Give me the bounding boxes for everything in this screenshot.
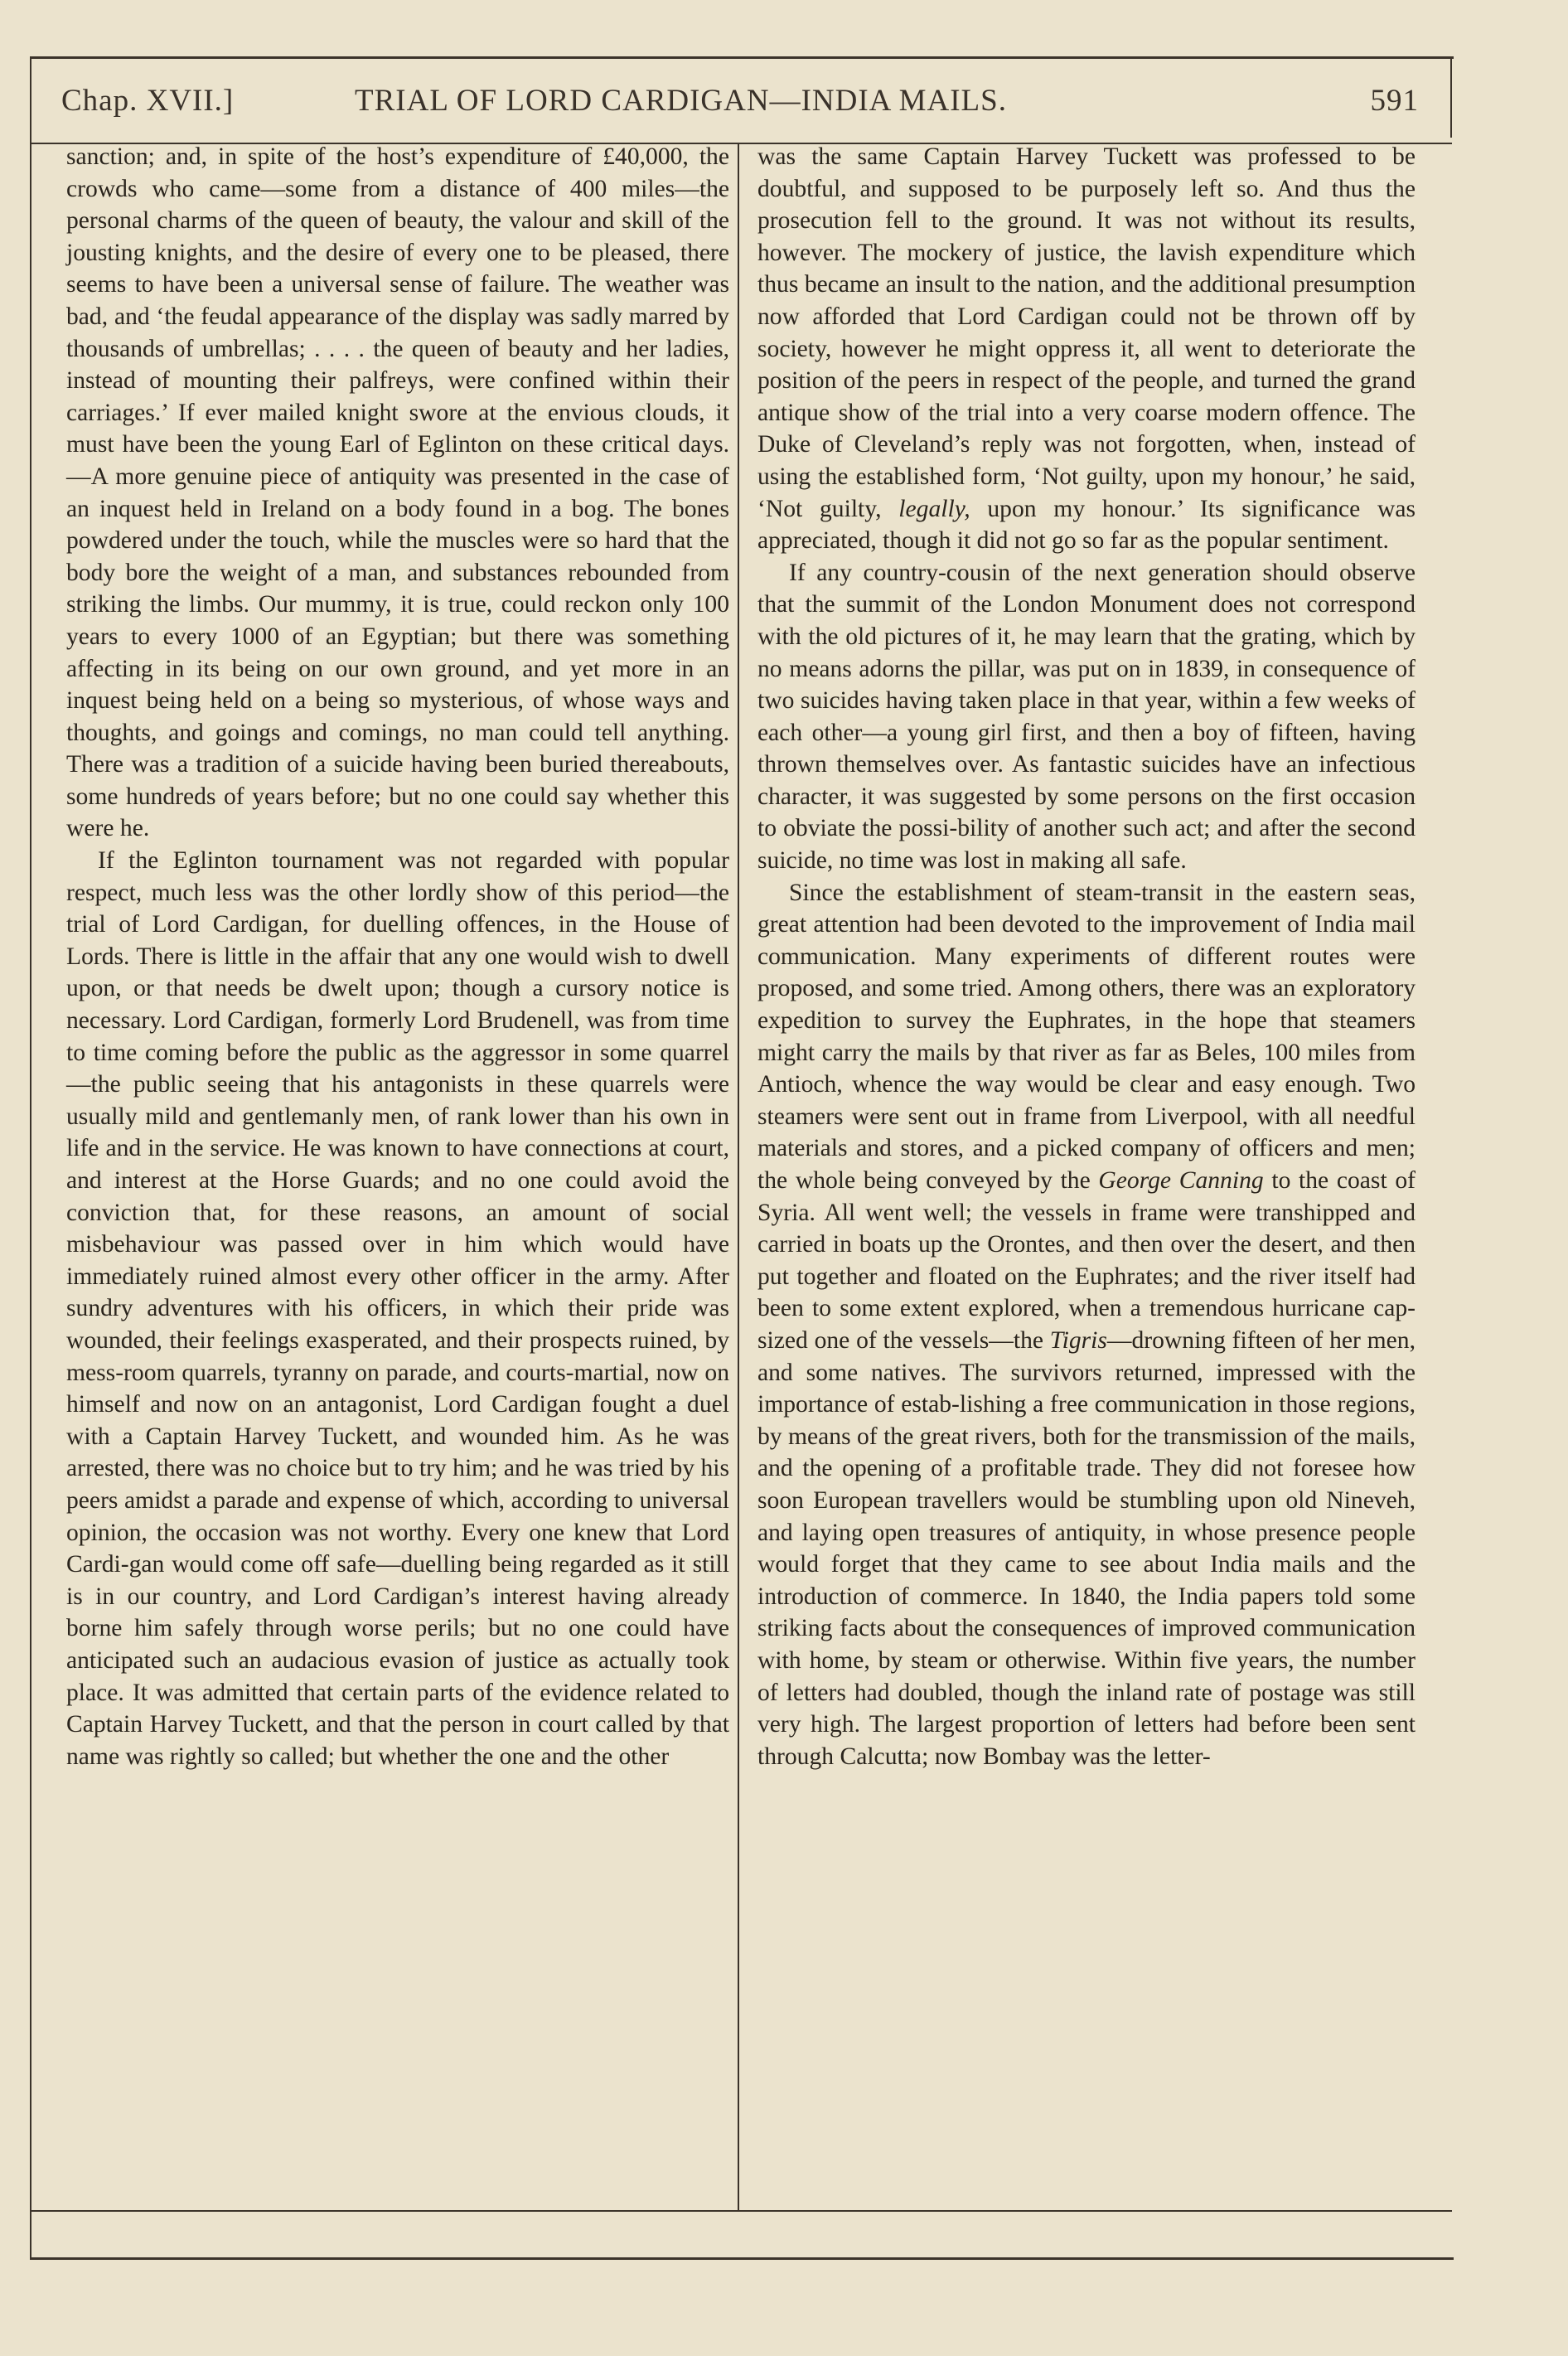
paragraph [757, 877, 1416, 1773]
bottom-rule [30, 2210, 1452, 2212]
text-run: Since the establishment of steam-transit in the eastern seas, great attention had been devoted to the improvement of India mail communication. Many experiments of different routes were proposed, and some tried. Among others, there was an exploratory expedition to survey the Euphrates, in the hope that steamers might carry the mails by that river as far as Beles, 100 miles from Antioch, whence the way would be clear and easy enough. Two steamers were sent out in frame from Liverpool, with all needful materials and stores, and a picked company of officers and men; the whole being conveyed by the [757, 879, 1416, 1194]
chapter-label: Chap. XVII.] [61, 84, 235, 118]
italic-text: Tigris [1049, 1326, 1107, 1354]
paragraph: If the Eglinton tournament was not regarded with popular respect, much less was the other lordly show of this period—the trial of Lord Cardigan, for duelling offences, in the House of Lords. There is little in the affair that any one would wish to dwell upon, or that needs be dwelt upon; though a cursory notice is necessary. Lord Cardigan, formerly Lord Brudenell, was from time to time coming before the public as the aggressor in some quarrel—the public seeing that his antagonists in these quarrels were usually mild and gentlemanly men, of rank lower than his own in life and in the service. He was known to have connections at court, and interest at the Horse Guards; and no one could avoid the conviction that, for these reasons, an amount of social misbehaviour was passed over in him which would have immediately ruined almost every other officer in the army. After sundry adventures with his officers, in which their pride was wounded, their feelings exasperated, and their prospects ruined, by mess-room quarrels, tyranny on parade, and courts-martial, now on himself and now on an antagonist, Lord Cardigan fought a duel with a Captain Harvey Tuckett, and wounded him. As he was arrested, there was no choice but to try him; and he was tried by his peers amidst a parade and expense of which, according to universal opinion, the occasion was not worthy. Every one knew that Lord Cardi-gan would come off safe—duelling being regarded as it still is in our country, and Lord Cardigan’s interest having already borne him safely through worse perils; but no one could have anticipated such an audacious evasion of justice as actually took place. It was admitted that certain parts of the evidence related to Captain Harvey Tuckett, and that the person in court called by that name was rightly so called; but whether the one and the other [66, 847, 729, 1770]
text-run: was the same Captain Harvey Tuckett was professed to be doubtful, and supposed to be purposely left so. And thus the prosecution fell to the ground. It was not without its results, however. The mockery of justice, the lavish expenditure which thus became an insult to the nation, and the additional presumption now afforded that Lord Cardigan could not be thrown off by society, however he might oppress it, all went to deteriorate the position of the peers in respect of the people, and turned the grand antique show of the trial into a very coarse modern offence. The Duke of Cleveland’s reply was not forgotten, when, instead of using the established form, ‘Not guilty, upon my honour,’ he said, ‘Not guilty, [757, 143, 1416, 522]
italic-text: George Canning [1098, 1167, 1264, 1194]
text-run: —drowning fifteen of her men, and some natives. The survivors returned, impressed with the importance of estab-lishing a free communication in those regions, by means of the great rivers, both for the transmission of the mails, and the opening of a profitable trade. They did not foresee how soon European travellers would be stumbling upon old Nineveh, and laying open treasures of antiquity, in whose presence people would forget that they came to see about India mails and the introduction of commerce. In 1840, the India papers told some striking facts about the consequences of improved communication with home, by steam or otherwise. Within five years, the number of letters had doubled, though the inland rate of postage was still very high. The largest proportion of letters had before been sent through Calcutta; now Bombay was the letter- [757, 1326, 1416, 1770]
left-column [66, 141, 729, 1772]
paragraph [757, 141, 1416, 557]
paragraph: sanction; and, in spite of the host’s expenditure of £40,000, the crowds who came—some from a distance of 400 miles—the personal charms of the queen of beauty, the valour and skill of the jousting knights, and the desire of every one to be pleased, there seems to have been a universal sense of failure. The weather was bad, and ‘the feudal appearance of the display was sadly marred by thousands of umbrellas; . . . . the queen of beauty and her ladies, instead of mounting their palfreys, were confined within their carriages.’ If ever mailed knight swore at the envious clouds, it must have been the young Earl of Eglinton on these critical days.—A more genuine piece of antiquity was presented in the case of an inquest held in Ireland on a body found in a bog. The bones powdered under the touch, while the muscles were so hard that the body bore the weight of a man, and substances rebounded from striking the limbs. Our mummy, it is true, could reckon only 100 years to every 1000 of an Egyptian; but there was something affecting in its being on our own ground, and yet more in an inquest being held on a being so mysterious, of whose ways and thoughts, and goings and comings, no man could tell anything. There was a tradition of a suicide having been buried thereabouts, some hundreds of years before; but no one could say whether this were he. [66, 143, 729, 842]
right-column [757, 141, 1416, 1772]
italic-text: legally, [898, 495, 970, 522]
text-run: to the coast of Syria. All went well; the vessels in frame were transhipped and carried in boats up the Orontes, and then over the desert, and then put together and floated on the Euphrates; and the river itself had been to some extent explored, when a tremendous hurricane cap-sized one of the vessels—the [757, 1167, 1416, 1354]
page-number: 591 [1370, 84, 1419, 118]
text-run: upon my honour.’ Its significance was appreciated, though it did not go so far as the popular sentiment. [757, 495, 1416, 555]
running-header [30, 83, 1452, 144]
paragraph: If any country-cousin of the next generation should observe that the summit of the London Monument does not correspond with the old pictures of it, he may learn that the grating, which by no means adorns the pillar, was put on in 1839, in consequence of two suicides having taken place in that year, within a few weeks of each other—a young girl first, and then a boy of fifteen, having thrown themselves over. As fantastic suicides have an infectious character, it was suggested by some persons on the first occasion to obviate the possi-bility of another such act; and after the second suicide, no time was lost in making all safe. [757, 559, 1416, 875]
column-divider [738, 143, 739, 2210]
page-title: TRIAL OF LORD CARDIGAN—INDIA MAILS. [355, 84, 1007, 118]
